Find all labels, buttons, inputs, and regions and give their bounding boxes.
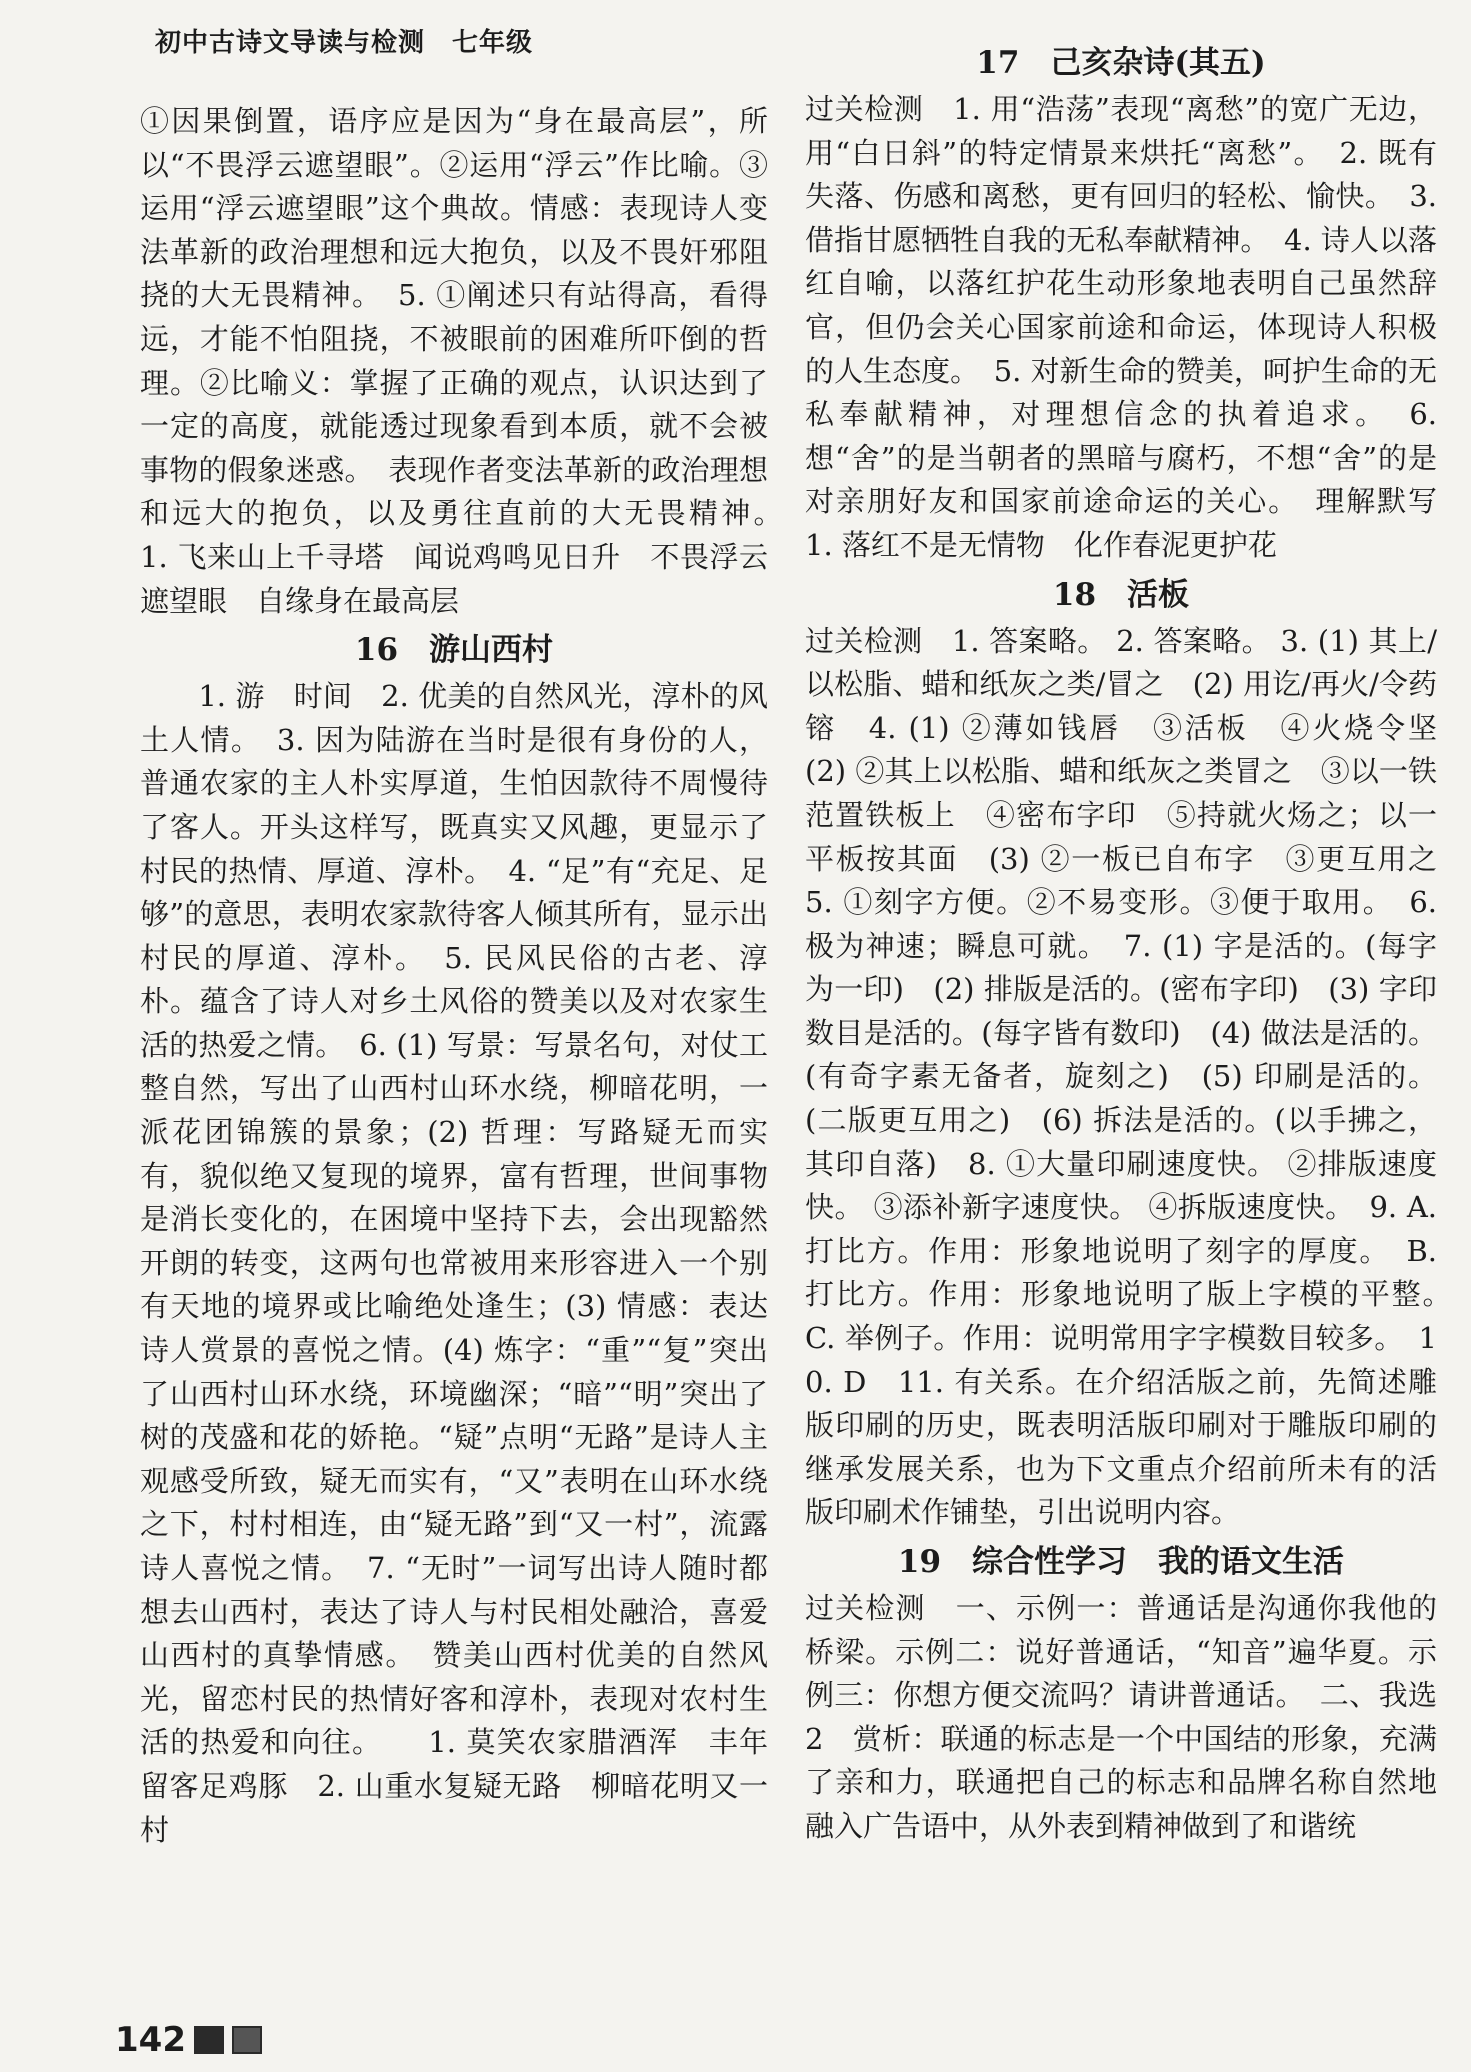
section-title-17: 17 己亥杂诗(其五) [976,45,1266,81]
answer-paragraph: 过关检测 1. 用“浩荡”表现“离愁”的宽广无边，用“白日斜”的特定情景来烘托“离愁”。 2. 既有失落、伤感和离愁，更有回归的轻松、愉快。 3. 借指甘愿牺牲自我的无私奉献精神。 4. 诗人以落红自喻，以落红护花生动形象地表明自己虽然辞官，但仍会关心国家前途和命运，体现诗人积极的人生态度。 5. 对新生命的赞美，呵护生命的无私奉献精神，对理想信念的执着追求。 6. 想“舍”的是当朝者的黑暗与腐朽，不想“舍”的是对亲朋好友和国家前途命运的关心。 理解默写 1. 落红不是无情物 化作春泥更护花 [805,92,1467,562]
running-header-title: 初中古诗文导读与检测 七年级 [155,28,534,58]
right-column [805,40,1467,1849]
answer-paragraph: 过关检测 1. 答案略。 2. 答案略。 3. (1) 其上/以松脂、蜡和纸灰之类/冒之 (2) 用讫/再火/令药镕 4. (1) ②薄如钱唇 ③活板 ④火烧令坚 (2) ②其上以松脂、蜡和纸灰之类冒之 ③以一铁范置铁板上 ④密布字印 ⑤持就火炀之；以一平板按其面 (3) ②一板已自布字 ③更互用之 5. ①刻字方便。②不易变形。③便于取用。 6. 极为神速；瞬息可就。 7. (1) 字是活的。(每字为一印) (2) 排版是活的。(密布字印) (3) 字印数目是活的。(每字皆有数印) (4) 做法是活的。(有奇字素无备者，旋刻之) (5) 印刷是活的。(二版更互用之) (6) 拆法是活的。(以手拂之，其印自落) 8. ①大量印刷速度快。 ②排版速度快。 ③添补新字速度快。 ④拆版速度快。 9. A. 打比方。作用：形象地说明了刻字的厚度。 B. 打比方。作用：形象地说明了版上字模的平整。 C. 举例子。作用：说明常用字字模数目较多。 10. D 11. 有关系。在介绍活版之前，先简述雕版印刷的历史，既表明活版印刷对于雕版印刷的继承发展关系，也为下文重点介绍前所未有的活版印刷术作铺垫，引出说明内容。 [805,623,1467,1530]
answer-paragraph: 1. 游 时间 2. 优美的自然风光，淳朴的风土人情。 3. 因为陆游在当时是很有身份的人，普通农家的主人朴实厚道，生怕因款待不周慢待了客人。开头这样写，既真实又风趣，更显示了村民的热情、厚道、淳朴。 4. “足”有“充足、足够”的意思，表明农家款待客人倾其所有，显示出村民的厚道、淳朴。 5. 民风民俗的古老、淳朴。蕴含了诗人对乡土风俗的赞美以及对农家生活的热爱之情。 6. (1) 写景：写景名句，对仗工整自然，写出了山西村山环水绕，柳暗花明，一派花团锦簇的景象；(2) 哲理：写路疑无而实有，貌似绝又复现的境界，富有哲理，世间事物是消长变化的，在困境中坚持下去，会出现豁然开朗的转变，这两句也常被用来形容进入一个别有天地的境界或比喻绝处逢生；(3) 情感：表达诗人赏景的喜悦之情。(4) 炼字：“重”“复”突出了山西村山环水绕，环境幽深；“暗”“明”突出了树的茂盛和花的娇艳。“疑”点明“无路”是诗人主观感受所致，疑无而实有，“又”表明在山环水绕之下，村村相连，由“疑无路”到“又一村”，流露诗人喜悦之情。 7. “无时”一词写出诗人随时都想去山西村，表达了诗人与村民相处融洽，喜爱山西村的真挚情感。 赞美山西村优美的自然风光，留恋村民的热情好客和淳朴，表现对农村生活的热爱和向往。 1. 莫笑农家腊酒浑 丰年留客足鸡豚 2. 山重水复疑无路 柳暗花明又一村 [140,679,768,1847]
section-title-16: 16 游山西村 [354,632,554,669]
left-column [140,100,827,1852]
answer-paragraph: ①因果倒置，语序应是因为“身在最高层”，所以“不畏浮云遮望眼”。②运用“浮云”作比喻。③运用“浮云遮望眼”这个典故。情感：表现诗人变法革新的政治理想和远大抱负，以及不畏奸邪阻挠的大无畏精神。 5. ①阐述只有站得高，看得远，才能不怕阻挠，不被眼前的困难所吓倒的哲理。②比喻义：掌握了正确的观点，认识达到了一定的高度，就能透过现象看到本质，就不会被事物的假象迷惑。 表现作者变法革新的政治理想和远大的抱负，以及勇往直前的大无畏精神。 1. 飞来山上千寻塔 闻说鸡鸣见日升 不畏浮云遮望眼 自缘身在最高层 [140,104,827,618]
decorative-block-icon [232,2026,262,2054]
page-number: 142 [115,2020,186,2060]
decorative-block-icon [194,2026,224,2054]
answer-paragraph: 过关检测 一、示例一：普通话是沟通你我他的桥梁。示例二：说好普通话，“知音”遍华夏。示例三：你想方便交流吗？请讲普通话。 二、我选 2 赏析：联通的标志是一个中国结的形象，充满了亲和力，联通把自己的标志和品牌名称自然地融入广告语中，从外表到精神做到了和谐统 [805,1591,1437,1843]
section-title-19: 19 综合性学习 我的语文生活 [897,1544,1345,1580]
section-title-18: 18 活板 [1052,576,1190,613]
page-footer [115,2020,262,2060]
